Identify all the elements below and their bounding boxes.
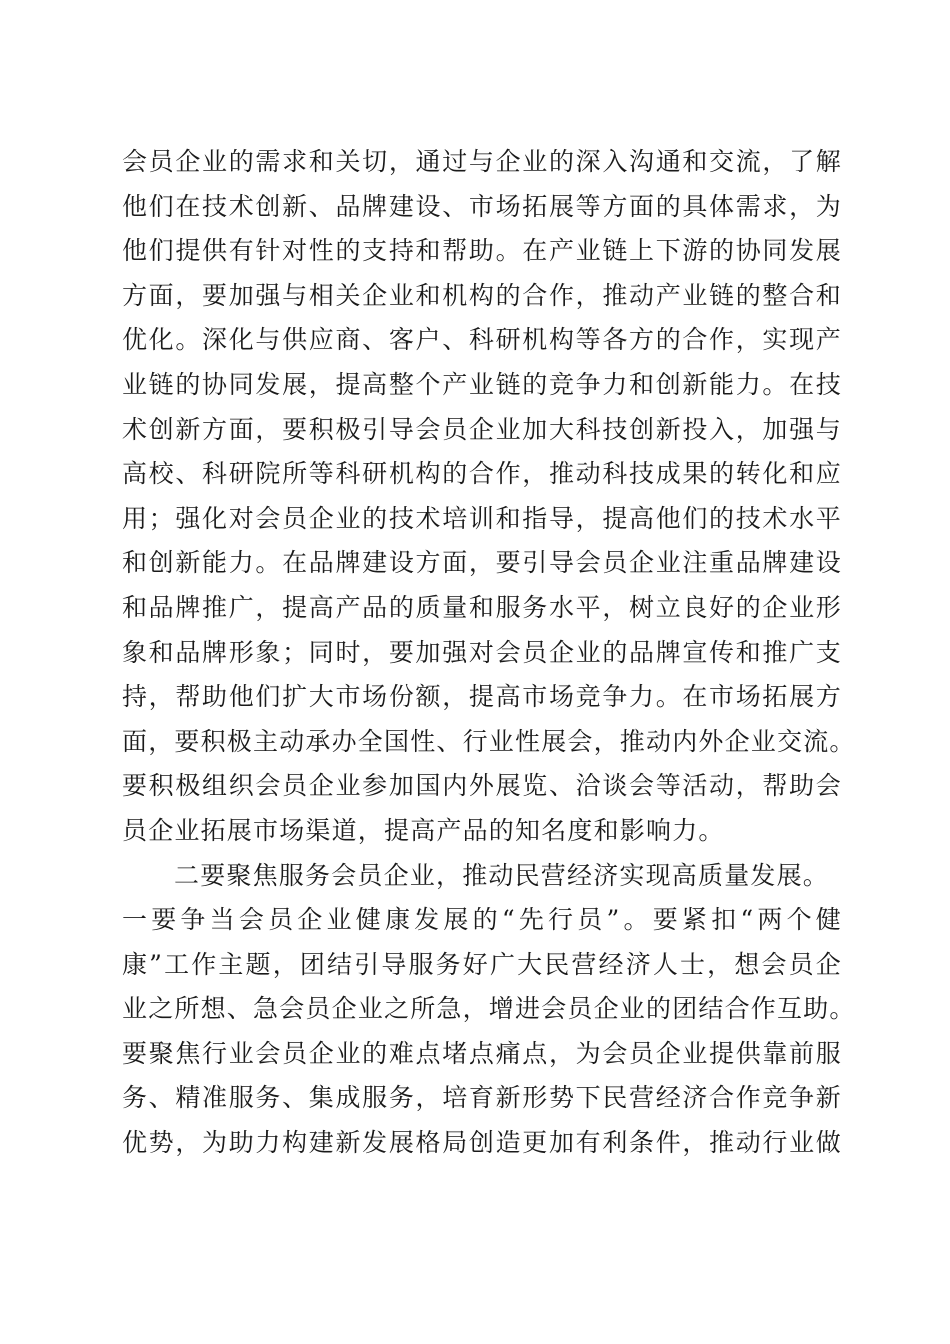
text-line: 业链的协同发展，提高整个产业链的竞争力和创新能力。在技 xyxy=(122,369,842,399)
text-line: 会员企业的需求和关切，通过与企业的深入沟通和交流，了解 xyxy=(122,147,842,176)
section-heading: 二要聚焦服务会员企业，推动民营经济实现高质量发展。 xyxy=(174,860,830,890)
text-line: 务、精准服务、集成服务，培育新形势下民营经济合作竞争新 xyxy=(122,1083,842,1113)
text-line: 术创新方面，要积极引导会员企业加大科技创新投入，加强与 xyxy=(122,414,842,444)
text-line: 康”工作主题，团结引导服务好广大民营经济人士，想会员企 xyxy=(122,949,842,979)
text-line: 优势，为助力构建新发展格局创造更加有利条件，推动行业做 xyxy=(122,1128,842,1158)
text-line: 优化。深化与供应商、客户、科研机构等各方的合作，实现产 xyxy=(122,325,842,355)
text-line: 要聚焦行业会员企业的难点堵点痛点，为会员企业提供靠前服 xyxy=(122,1038,842,1068)
text-line: 员企业拓展市场渠道，提高产品的知名度和影响力。 xyxy=(122,815,725,845)
text-line: 高校、科研院所等科研机构的合作，推动科技成果的转化和应 xyxy=(122,459,842,489)
text-line: 方面，要加强与相关企业和机构的合作，推动产业链的整合和 xyxy=(122,280,842,310)
text-line: 一要争当会员企业健康发展的“先行员”。要紧扣“两个健 xyxy=(122,905,842,935)
text-line: 持，帮助他们扩大市场份额，提高市场竞争力。在市场拓展方 xyxy=(122,682,842,712)
text-line: 他们在技术创新、品牌建设、市场拓展等方面的具体需求，为 xyxy=(122,191,842,221)
text-line: 要积极组织会员企业参加国内外展览、洽谈会等活动，帮助会 xyxy=(122,771,842,801)
text-line: 面，要积极主动承办全国性、行业性展会，推动内外企业交流。 xyxy=(122,726,856,756)
text-line: 和创新能力。在品牌建设方面，要引导会员企业注重品牌建设 xyxy=(122,548,842,578)
text-line: 用；强化对会员企业的技术培训和指导，提高他们的技术水平 xyxy=(122,503,842,533)
body-text xyxy=(122,140,856,1166)
text-line: 他们提供有针对性的支持和帮助。在产业链上下游的协同发展 xyxy=(122,236,842,266)
text-line: 象和品牌形象；同时，要加强对会员企业的品牌宣传和推广支 xyxy=(122,637,842,667)
text-line: 业之所想、急会员企业之所急，增进会员企业的团结合作互助。 xyxy=(122,994,856,1024)
text-line: 和品牌推广，提高产品的质量和服务水平，树立良好的企业形 xyxy=(122,592,842,622)
